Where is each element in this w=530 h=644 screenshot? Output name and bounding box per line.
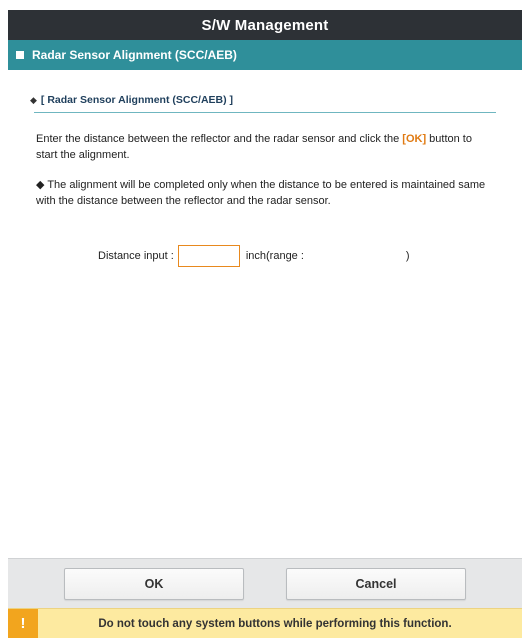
distance-input-row	[30, 245, 496, 267]
warning-banner	[8, 608, 522, 638]
section-header	[8, 40, 522, 70]
sub-heading	[30, 94, 496, 106]
instruction-text	[30, 131, 496, 163]
section-title: Radar Sensor Alignment (SCC/AEB)	[32, 48, 237, 62]
content-area	[8, 94, 522, 267]
diamond-bullet-icon: ◆	[30, 94, 37, 105]
cancel-button[interactable]: Cancel	[286, 568, 466, 600]
distance-label: Distance input :	[98, 250, 174, 262]
instruction-ok-reference: [OK]	[402, 133, 427, 145]
square-bullet-icon	[16, 51, 24, 59]
ok-button[interactable]: OK	[64, 568, 244, 600]
warning-text: Do not touch any system buttons while performing this function.	[98, 617, 452, 630]
distance-unit-label: inch(range :	[245, 250, 304, 262]
app-window	[8, 10, 522, 638]
sub-heading-text: [ Radar Sensor Alignment (SCC/AEB) ]	[40, 94, 234, 106]
distance-range-close: )	[405, 250, 410, 262]
sub-heading-divider	[34, 112, 496, 113]
distance-input[interactable]	[178, 245, 240, 267]
note-text: ◆ The alignment will be completed only when the distance to be entered is maintained same with the distance between the reflector and the radar sensor.	[36, 179, 486, 207]
instruction-text-end: button to start the alignment.	[36, 133, 472, 161]
button-bar	[8, 558, 522, 608]
window-title: S/W Management	[201, 16, 329, 34]
window-title-bar	[8, 10, 522, 40]
instruction-text-start: Enter the distance between the reflector and the radar sensor and click the	[36, 133, 400, 145]
warning-icon: !	[8, 609, 38, 639]
